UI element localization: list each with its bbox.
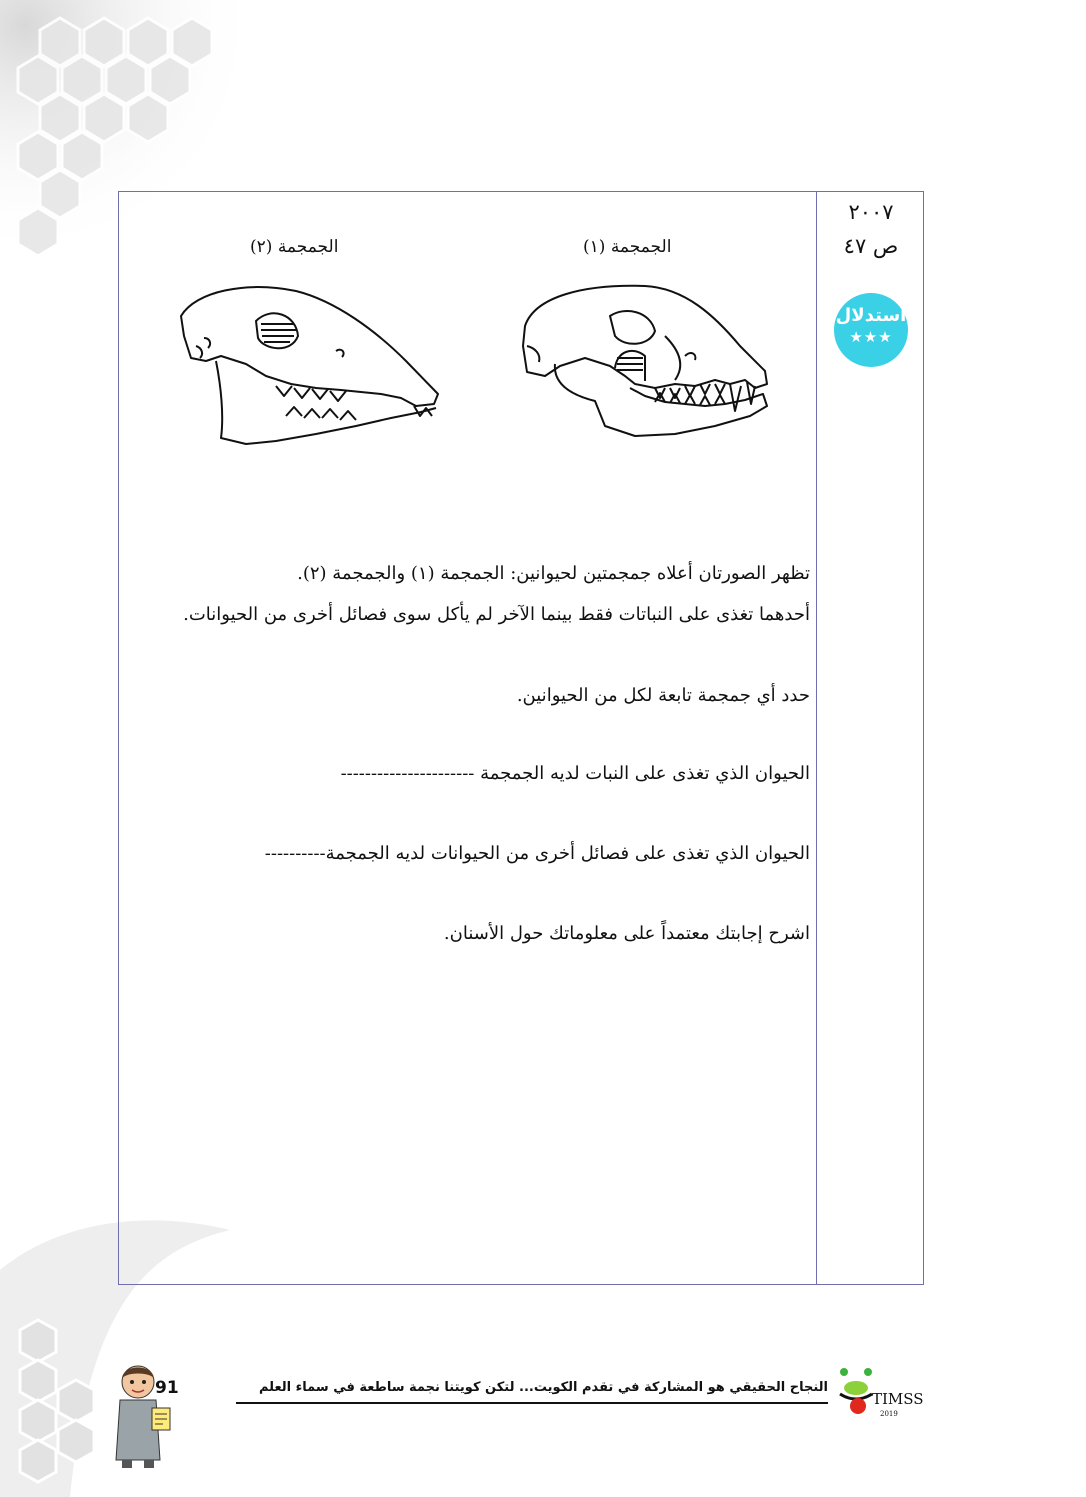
- exam-year: ٢٠٠٧: [848, 200, 894, 224]
- question-instruction: حدد أي جمجمة تابعة لكل من الحيوانين.: [516, 685, 810, 706]
- question-line1: تظهر الصورتان أعلاه جمجمتين لحيوانين: الجمجمة (١) والجمجمة (٢).: [297, 563, 810, 584]
- source-page: ص ٤٧: [843, 234, 899, 258]
- answer-line-herbivore: الحيوان الذي تغذى على النبات لديه الجمجمة ----------------------: [340, 763, 810, 784]
- timss-year: 2019: [880, 1410, 898, 1418]
- student-mascot: [108, 1360, 180, 1470]
- footer-rule: [236, 1402, 828, 1404]
- star-icon: ★★★: [849, 328, 893, 346]
- timss-wordmark: TIMSS: [872, 1390, 924, 1408]
- skull2-label: الجمجمة (٢): [250, 237, 339, 257]
- skull-carnivore-drawing: [515, 276, 775, 456]
- timss-logo: [836, 1366, 876, 1418]
- page-number: 91: [155, 1378, 179, 1398]
- explain-prompt: اشرح إجابتك معتمداً على معلوماتك حول الأسنان.: [443, 923, 810, 944]
- question-line2: أحدهما تغذى على النباتات فقط بينما الآخر لم يأكل سوى فصائل أخرى من الحيوانات.: [183, 604, 810, 625]
- reasoning-badge: [834, 293, 908, 367]
- answer-line-carnivore: الحيوان الذي تغذى على فصائل أخرى من الحيوانات لديه الجمجمة----------: [264, 843, 810, 864]
- side-column: [818, 196, 924, 258]
- skull-herbivore-drawing: [176, 276, 446, 456]
- column-divider: [816, 191, 817, 1285]
- skull1-label: الجمجمة (١): [583, 237, 672, 257]
- footer-slogan: النجاح الحقيقي هو المشاركة في تقدم الكويت... لتكن كويتنا نجمة ساطعة في سماء العلم: [258, 1380, 828, 1395]
- badge-label: استدلال: [835, 305, 907, 326]
